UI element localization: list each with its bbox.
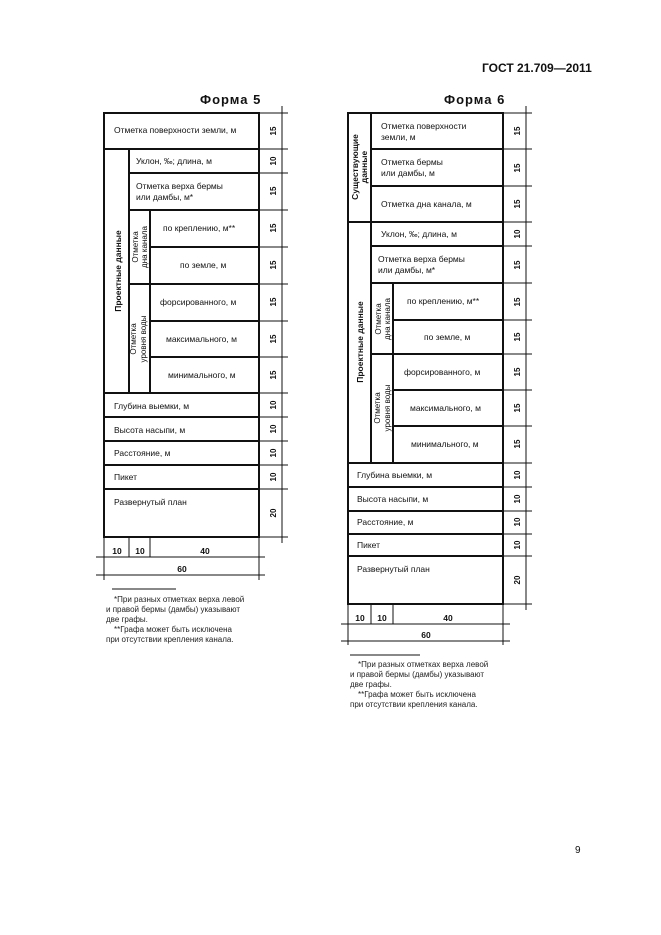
form6-dim-row: 15 — [513, 260, 522, 270]
page-number: 9 — [575, 845, 581, 856]
form5-slope-label: Уклон, ‰; длина, м — [136, 156, 212, 166]
form5-dim-row: 15 — [269, 260, 278, 270]
form6-bed-fixing-label: по креплению, м** — [407, 296, 480, 306]
form6-berm-label-1: Отметка верха бермы — [378, 254, 465, 264]
form6-bed-marks-label-2: дна канала — [383, 298, 392, 340]
form5-water-marks-label-1: Отметка — [129, 323, 138, 355]
footnote-line: *При разных отметках верха левой — [114, 595, 245, 604]
form6-dim-row: 10 — [513, 470, 522, 480]
footnote-line: при отсутствии крепления канала. — [350, 700, 478, 709]
form5-berm-label-1: Отметка верха бермы — [136, 181, 223, 191]
form5-bed-marks-label-2: дна канала — [140, 226, 149, 268]
form6-dim-row: 15 — [513, 403, 522, 413]
form6-dim-col: 10 — [355, 613, 365, 623]
form6-dim-row: 10 — [513, 494, 522, 504]
form5-dim-row: 15 — [269, 297, 278, 307]
footnote-line: две графы. — [350, 680, 392, 689]
form6-bed-ground-label: по земле, м — [424, 332, 471, 342]
form5-berm-label-2: или дамбы, м* — [136, 192, 194, 202]
form5-dim-row: 10 — [269, 424, 278, 434]
document-code: ГОСТ 21.709—2011 — [482, 61, 592, 75]
form6-min-label: минимального, м — [411, 439, 479, 449]
form5-picket-label: Пикет — [114, 472, 138, 482]
form6-dim-row: 15 — [513, 332, 522, 342]
form5-fill-height-label: Высота насыпи, м — [114, 425, 186, 435]
form6-dim-row: 15 — [513, 367, 522, 377]
form5-surface-label: Отметка поверхности земли, м — [114, 125, 237, 135]
footnote-line: *При разных отметках верха левой — [358, 660, 489, 669]
form6-dim-row: 15 — [513, 297, 522, 307]
form6-dim-row: 10 — [513, 517, 522, 527]
form6-berm-label-2: или дамбы, м* — [378, 265, 436, 275]
form5-dim-row: 10 — [269, 156, 278, 166]
form5-dim-row: 20 — [269, 508, 278, 518]
form6-dim-row: 15 — [513, 126, 522, 136]
form6-dim-row: 20 — [513, 575, 522, 585]
form5-bed-fixing-label: по креплению, м** — [163, 223, 236, 233]
form6-existing-label-1: Существующие — [350, 134, 360, 200]
form6-dim-row: 10 — [513, 540, 522, 550]
form5-min-label: минимального, м — [168, 370, 236, 380]
footnote-line: две графы. — [106, 615, 148, 624]
form5-dim-row: 10 — [269, 400, 278, 410]
form6-water-marks-label-2: уровня воды — [383, 384, 392, 432]
form6-fill-height-label: Высота насыпи, м — [357, 494, 429, 504]
form6-dim-row: 15 — [513, 439, 522, 449]
form6-picket-label: Пикет — [357, 540, 381, 550]
form6-cut-depth-label: Глубина выемки, м — [357, 470, 433, 480]
form6-distance-label: Расстояние, м — [357, 517, 414, 527]
form6-dim-total: 60 — [421, 630, 431, 640]
form5-dim-row: 15 — [269, 126, 278, 136]
form5-forced-label: форсированного, м — [160, 297, 237, 307]
form5-plan-label: Развернутый план — [114, 497, 187, 507]
form6-max-label: максимального, м — [410, 403, 481, 413]
form6-existing-label-2: данные — [359, 150, 369, 184]
form6-ex-berm-label-2: или дамбы, м — [381, 168, 435, 178]
form5-dim-row: 15 — [269, 223, 278, 233]
form6-title: Форма 6 — [444, 92, 506, 107]
footnote-line: и правой бермы (дамбы) указывают — [106, 605, 241, 614]
footnote-line: при отсутствии крепления канала. — [106, 635, 234, 644]
form6-dim-col: 40 — [443, 613, 453, 623]
form6-dim-col: 10 — [377, 613, 387, 623]
form5-dim-row: 10 — [269, 448, 278, 458]
form5-dim-col: 10 — [112, 546, 122, 556]
form5-distance-label: Расстояние, м — [114, 448, 171, 458]
form5-dim-row: 15 — [269, 370, 278, 380]
form5-bed-ground-label: по земле, м — [180, 260, 227, 270]
form6-dim-row: 15 — [513, 163, 522, 173]
form6-design-data-label: Проектные данные — [355, 301, 365, 383]
footnote-line: и правой бермы (дамбы) указывают — [350, 670, 485, 679]
form6-dim-row: 15 — [513, 199, 522, 209]
form5-dim-col: 10 — [135, 546, 145, 556]
form6-ex-bed-label: Отметка дна канала, м — [381, 199, 472, 209]
form6-plan-label: Развернутый план — [357, 564, 430, 574]
form6-bed-marks-label-1: Отметка — [374, 303, 383, 335]
form6-dim-row: 10 — [513, 229, 522, 239]
form6-ex-surface-label-2: земли, м — [381, 132, 416, 142]
form6-ex-surface-label-1: Отметка поверхности — [381, 121, 467, 131]
form5-title: Форма 5 — [200, 92, 262, 107]
form5-max-label: максимального, м — [166, 334, 237, 344]
form5-cut-depth-label: Глубина выемки, м — [114, 401, 190, 411]
form6-water-marks-label-1: Отметка — [373, 392, 382, 424]
footnote-line: **Графа может быть исключена — [358, 690, 476, 699]
form5-dim-row: 15 — [269, 186, 278, 196]
form6-forced-label: форсированного, м — [404, 367, 481, 377]
form5-design-data-label: Проектные данные — [113, 230, 123, 312]
footnote-line: **Графа может быть исключена — [114, 625, 232, 634]
form5-dim-col: 40 — [200, 546, 210, 556]
form5-water-marks-label-2: уровня воды — [139, 315, 148, 363]
form5-dim-row: 15 — [269, 334, 278, 344]
form5-dim-total: 60 — [177, 564, 187, 574]
form6-slope-label: Уклон, ‰; длина, м — [381, 229, 457, 239]
form5-dim-row: 10 — [269, 472, 278, 482]
form6-ex-berm-label-1: Отметка бермы — [381, 157, 443, 167]
form5-bed-marks-label-1: Отметка — [131, 231, 140, 263]
form6-footnotes — [350, 660, 488, 710]
